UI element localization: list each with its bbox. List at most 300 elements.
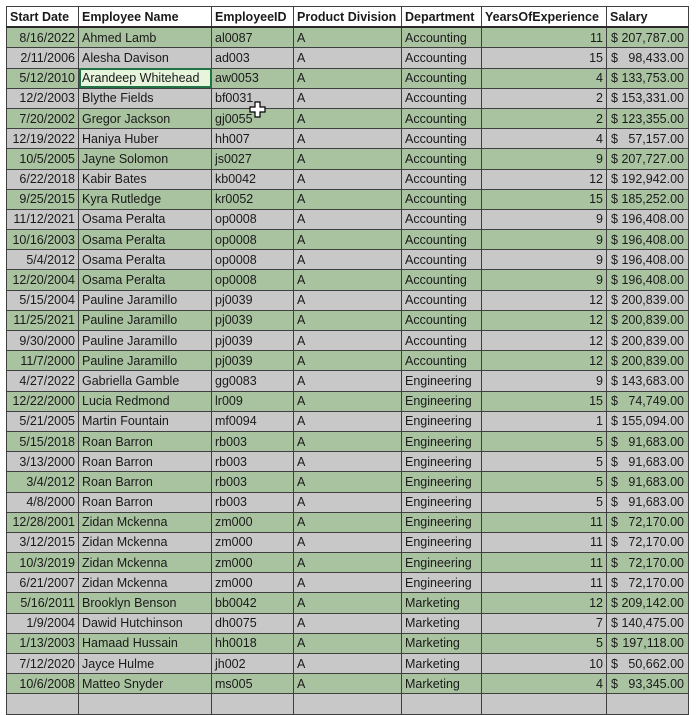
cell-employee-id[interactable]: rb003 bbox=[212, 431, 294, 451]
table-row bbox=[7, 250, 689, 270]
cell-years-of-experience[interactable]: 9 bbox=[482, 270, 607, 290]
cell-start-date[interactable]: 12/19/2022 bbox=[7, 129, 79, 149]
cell-employee-name[interactable]: Gregor Jackson bbox=[79, 108, 212, 128]
cell-department[interactable]: Accounting bbox=[402, 189, 482, 209]
cell-employee-id[interactable]: op0008 bbox=[212, 230, 294, 250]
cell-employee-id[interactable]: js0027 bbox=[212, 149, 294, 169]
cell-start-date[interactable]: 4/27/2022 bbox=[7, 371, 79, 391]
cell-years-of-experience[interactable]: 9 bbox=[482, 250, 607, 270]
cell-department[interactable]: Accounting bbox=[402, 250, 482, 270]
salary-value bbox=[611, 533, 684, 551]
cell-salary[interactable] bbox=[607, 209, 689, 229]
cell-employee-name[interactable]: Pauline Jaramillo bbox=[79, 351, 212, 371]
cell-employee-id[interactable]: gg0083 bbox=[212, 371, 294, 391]
cell-years-of-experience[interactable]: 9 bbox=[482, 209, 607, 229]
cell-employee-id[interactable]: kr0052 bbox=[212, 189, 294, 209]
cell-employee-id[interactable]: rb003 bbox=[212, 492, 294, 512]
cell-salary[interactable] bbox=[607, 189, 689, 209]
cell-start-date[interactable]: 2/11/2006 bbox=[7, 48, 79, 68]
cell-product-division[interactable]: A bbox=[294, 270, 402, 290]
currency-symbol: $ bbox=[611, 495, 618, 510]
cell-salary[interactable] bbox=[607, 633, 689, 653]
cell-department[interactable]: Accounting bbox=[402, 169, 482, 189]
cell-product-division[interactable]: A bbox=[294, 149, 402, 169]
cell-salary[interactable] bbox=[607, 230, 689, 250]
cell-years-of-experience[interactable]: 4 bbox=[482, 129, 607, 149]
cell-start-date[interactable]: 5/15/2018 bbox=[7, 431, 79, 451]
cell-salary[interactable] bbox=[607, 674, 689, 694]
cell-department[interactable]: Engineering bbox=[402, 532, 482, 552]
cell-employee-id[interactable]: bf0031 bbox=[212, 88, 294, 108]
cell-salary[interactable] bbox=[607, 290, 689, 310]
cell-department[interactable] bbox=[402, 694, 482, 714]
cell-start-date[interactable]: 6/21/2007 bbox=[7, 573, 79, 593]
salary-amount: 200,839.00 bbox=[621, 333, 684, 348]
cell-employee-name[interactable]: Osama Peralta bbox=[79, 209, 212, 229]
cell-salary[interactable] bbox=[607, 472, 689, 492]
cell-start-date[interactable]: 12/2/2003 bbox=[7, 88, 79, 108]
cell-start-date[interactable]: 5/4/2012 bbox=[7, 250, 79, 270]
cell-department[interactable]: Accounting bbox=[402, 68, 482, 88]
cell-years-of-experience[interactable]: 15 bbox=[482, 189, 607, 209]
cell-employee-id[interactable]: jh002 bbox=[212, 654, 294, 674]
cell-product-division[interactable]: A bbox=[294, 613, 402, 633]
cell-employee-id[interactable]: zm000 bbox=[212, 573, 294, 593]
cell-years-of-experience[interactable]: 4 bbox=[482, 68, 607, 88]
cell-product-division[interactable]: A bbox=[294, 88, 402, 108]
cell-employee-name[interactable]: Pauline Jaramillo bbox=[79, 290, 212, 310]
cell-start-date[interactable]: 12/22/2000 bbox=[7, 391, 79, 411]
cell-salary[interactable] bbox=[607, 351, 689, 371]
currency-symbol: $ bbox=[611, 474, 618, 489]
cell-salary[interactable] bbox=[607, 492, 689, 512]
cell-employee-id[interactable]: op0008 bbox=[212, 209, 294, 229]
salary-value bbox=[611, 89, 684, 107]
cell-years-of-experience[interactable]: 4 bbox=[482, 674, 607, 694]
cell-product-division[interactable]: A bbox=[294, 108, 402, 128]
cell-product-division[interactable]: A bbox=[294, 250, 402, 270]
cell-start-date[interactable]: 5/12/2010 bbox=[7, 68, 79, 88]
cell-employee-name[interactable]: Gabriella Gamble bbox=[79, 371, 212, 391]
cell-start-date[interactable]: 9/25/2015 bbox=[7, 189, 79, 209]
cell-employee-name[interactable]: Roan Barron bbox=[79, 431, 212, 451]
cell-product-division[interactable]: A bbox=[294, 290, 402, 310]
cell-employee-name[interactable]: Kyra Rutledge bbox=[79, 189, 212, 209]
table-row bbox=[7, 472, 689, 492]
table-row bbox=[7, 532, 689, 552]
cell-salary[interactable] bbox=[607, 593, 689, 613]
cell-years-of-experience[interactable]: 5 bbox=[482, 452, 607, 472]
cell-product-division[interactable]: A bbox=[294, 492, 402, 512]
salary-value bbox=[611, 291, 684, 309]
cell-years-of-experience[interactable]: 15 bbox=[482, 48, 607, 68]
cell-employee-name[interactable]: Brooklyn Benson bbox=[79, 593, 212, 613]
cell-product-division[interactable]: A bbox=[294, 674, 402, 694]
cell-product-division[interactable]: A bbox=[294, 27, 402, 48]
cell-cursor-icon bbox=[249, 101, 266, 118]
cell-years-of-experience[interactable]: 10 bbox=[482, 654, 607, 674]
cell-start-date[interactable]: 7/20/2002 bbox=[7, 108, 79, 128]
cell-years-of-experience[interactable]: 11 bbox=[482, 512, 607, 532]
salary-value bbox=[611, 332, 684, 350]
cell-salary[interactable] bbox=[607, 553, 689, 573]
spreadsheet-grid[interactable] bbox=[6, 6, 694, 691]
cell-department[interactable]: Accounting bbox=[402, 331, 482, 351]
cell-years-of-experience[interactable]: 9 bbox=[482, 149, 607, 169]
cell-years-of-experience[interactable]: 9 bbox=[482, 371, 607, 391]
cell-start-date[interactable]: 10/6/2008 bbox=[7, 674, 79, 694]
cell-department[interactable]: Engineering bbox=[402, 492, 482, 512]
cell-salary[interactable] bbox=[607, 169, 689, 189]
cell-years-of-experience[interactable]: 5 bbox=[482, 431, 607, 451]
salary-value bbox=[611, 614, 684, 632]
salary-value bbox=[611, 655, 684, 673]
cell-salary[interactable] bbox=[607, 654, 689, 674]
cell-start-date[interactable]: 10/3/2019 bbox=[7, 553, 79, 573]
cell-employee-id[interactable]: kb0042 bbox=[212, 169, 294, 189]
cell-employee-id[interactable]: hh0018 bbox=[212, 633, 294, 653]
cell-years-of-experience[interactable] bbox=[482, 694, 607, 714]
cell-years-of-experience[interactable]: 5 bbox=[482, 472, 607, 492]
cell-years-of-experience[interactable]: 2 bbox=[482, 108, 607, 128]
cell-employee-name[interactable]: Pauline Jaramillo bbox=[79, 331, 212, 351]
cell-product-division[interactable]: A bbox=[294, 391, 402, 411]
cell-years-of-experience[interactable]: 1 bbox=[482, 411, 607, 431]
cell-employee-name[interactable]: Roan Barron bbox=[79, 472, 212, 492]
salary-amount: 196,408.00 bbox=[621, 232, 684, 247]
cell-salary[interactable] bbox=[607, 88, 689, 108]
cell-employee-id[interactable]: pj0039 bbox=[212, 310, 294, 330]
cell-department[interactable]: Engineering bbox=[402, 431, 482, 451]
cell-employee-name[interactable]: Blythe Fields bbox=[79, 88, 212, 108]
salary-value bbox=[611, 210, 684, 228]
cell-years-of-experience[interactable]: 12 bbox=[482, 169, 607, 189]
currency-symbol: $ bbox=[611, 252, 618, 267]
cell-department[interactable]: Accounting bbox=[402, 108, 482, 128]
cell-department[interactable]: Accounting bbox=[402, 230, 482, 250]
cell-start-date[interactable]: 4/8/2000 bbox=[7, 492, 79, 512]
cell-start-date[interactable]: 12/28/2001 bbox=[7, 512, 79, 532]
cell-salary[interactable] bbox=[607, 331, 689, 351]
cell-employee-id[interactable]: pj0039 bbox=[212, 290, 294, 310]
salary-amount: 91,683.00 bbox=[628, 454, 684, 469]
cell-salary[interactable] bbox=[607, 48, 689, 68]
cell-employee-id[interactable]: rb003 bbox=[212, 452, 294, 472]
cell-department[interactable]: Accounting bbox=[402, 149, 482, 169]
cell-product-division[interactable]: A bbox=[294, 593, 402, 613]
cell-start-date[interactable]: 3/4/2012 bbox=[7, 472, 79, 492]
cell-start-date[interactable] bbox=[7, 694, 79, 714]
cell-employee-name[interactable]: Zidan Mckenna bbox=[79, 512, 212, 532]
header-department[interactable]: Department bbox=[402, 7, 482, 28]
cell-employee-id[interactable]: rb003 bbox=[212, 472, 294, 492]
currency-symbol: $ bbox=[611, 232, 618, 247]
cell-salary[interactable] bbox=[607, 129, 689, 149]
cell-salary[interactable] bbox=[607, 270, 689, 290]
currency-symbol: $ bbox=[611, 50, 618, 65]
currency-symbol: $ bbox=[611, 373, 618, 388]
cell-start-date[interactable]: 5/15/2004 bbox=[7, 290, 79, 310]
header-product-division[interactable]: Product Division bbox=[294, 7, 402, 28]
cell-employee-id[interactable]: op0008 bbox=[212, 270, 294, 290]
cell-employee-name[interactable]: Ahmed Lamb bbox=[79, 27, 212, 48]
cell-employee-name[interactable]: Hamaad Hussain bbox=[79, 633, 212, 653]
cell-salary[interactable] bbox=[607, 694, 689, 714]
table-row bbox=[7, 512, 689, 532]
cell-product-division[interactable]: A bbox=[294, 230, 402, 250]
cell-product-division[interactable]: A bbox=[294, 654, 402, 674]
currency-symbol: $ bbox=[611, 656, 618, 671]
cell-start-date[interactable]: 1/9/2004 bbox=[7, 613, 79, 633]
cell-employee-id[interactable]: ad003 bbox=[212, 48, 294, 68]
cell-salary[interactable] bbox=[607, 310, 689, 330]
cell-employee-name[interactable]: Dawid Hutchinson bbox=[79, 613, 212, 633]
cell-employee-id[interactable]: hh007 bbox=[212, 129, 294, 149]
cell-salary[interactable] bbox=[607, 532, 689, 552]
cell-salary[interactable] bbox=[607, 149, 689, 169]
cell-employee-name[interactable] bbox=[79, 694, 212, 714]
salary-amount: 153,331.00 bbox=[621, 91, 684, 106]
cell-employee-id[interactable]: pj0039 bbox=[212, 351, 294, 371]
cell-department[interactable]: Engineering bbox=[402, 512, 482, 532]
table-row bbox=[7, 169, 689, 189]
cell-years-of-experience[interactable]: 2 bbox=[482, 88, 607, 108]
salary-amount: 133,753.00 bbox=[621, 71, 684, 86]
salary-amount: 185,252.00 bbox=[621, 192, 684, 207]
cell-employee-name[interactable]: Alesha Davison bbox=[79, 48, 212, 68]
cell-salary[interactable] bbox=[607, 250, 689, 270]
cell-employee-name[interactable]: Zidan Mckenna bbox=[79, 553, 212, 573]
cell-department[interactable]: Accounting bbox=[402, 351, 482, 371]
cell-department[interactable]: Accounting bbox=[402, 209, 482, 229]
cell-employee-name[interactable]: Osama Peralta bbox=[79, 250, 212, 270]
cell-salary[interactable] bbox=[607, 371, 689, 391]
cell-product-division[interactable]: A bbox=[294, 573, 402, 593]
cell-product-division[interactable]: A bbox=[294, 48, 402, 68]
cell-salary[interactable] bbox=[607, 27, 689, 48]
currency-symbol: $ bbox=[611, 636, 618, 651]
cell-employee-name[interactable]: Pauline Jaramillo bbox=[79, 310, 212, 330]
table-row bbox=[7, 270, 689, 290]
salary-amount: 57,157.00 bbox=[628, 131, 684, 146]
table-row bbox=[7, 553, 689, 573]
salary-amount: 123,355.00 bbox=[621, 111, 684, 126]
cell-department[interactable]: Engineering bbox=[402, 553, 482, 573]
cell-department[interactable]: Accounting bbox=[402, 310, 482, 330]
cell-employee-id[interactable]: bb0042 bbox=[212, 593, 294, 613]
currency-symbol: $ bbox=[611, 353, 618, 368]
cell-years-of-experience[interactable]: 9 bbox=[482, 230, 607, 250]
cell-years-of-experience[interactable]: 11 bbox=[482, 573, 607, 593]
cell-product-division[interactable] bbox=[294, 694, 402, 714]
cell-salary[interactable] bbox=[607, 512, 689, 532]
cell-start-date[interactable]: 10/16/2003 bbox=[7, 230, 79, 250]
cell-years-of-experience[interactable]: 15 bbox=[482, 391, 607, 411]
header-employee-name[interactable]: Employee Name bbox=[79, 7, 212, 28]
cell-start-date[interactable]: 5/16/2011 bbox=[7, 593, 79, 613]
cell-start-date[interactable]: 11/25/2021 bbox=[7, 310, 79, 330]
currency-symbol: $ bbox=[611, 535, 618, 550]
table-row bbox=[7, 633, 689, 653]
salary-value bbox=[611, 634, 684, 652]
cell-department[interactable]: Engineering bbox=[402, 573, 482, 593]
cell-years-of-experience[interactable]: 5 bbox=[482, 633, 607, 653]
cell-product-division[interactable]: A bbox=[294, 452, 402, 472]
salary-amount: 91,683.00 bbox=[628, 474, 684, 489]
selected-cell[interactable]: Arandeep Whitehead bbox=[79, 68, 212, 88]
header-start-date[interactable]: Start Date bbox=[7, 7, 79, 28]
cell-employee-id[interactable]: ms005 bbox=[212, 674, 294, 694]
cell-product-division[interactable]: A bbox=[294, 532, 402, 552]
cell-product-division[interactable]: A bbox=[294, 189, 402, 209]
cell-employee-name[interactable]: Jayce Hulme bbox=[79, 654, 212, 674]
cell-employee-id[interactable]: mf0094 bbox=[212, 411, 294, 431]
cell-start-date[interactable]: 3/12/2015 bbox=[7, 532, 79, 552]
cell-start-date[interactable]: 8/16/2022 bbox=[7, 27, 79, 48]
cell-start-date[interactable]: 7/12/2020 bbox=[7, 654, 79, 674]
cell-product-division[interactable]: A bbox=[294, 431, 402, 451]
cell-salary[interactable] bbox=[607, 573, 689, 593]
cell-product-division[interactable]: A bbox=[294, 129, 402, 149]
salary-value bbox=[611, 231, 684, 249]
cell-employee-name[interactable]: Kabir Bates bbox=[79, 169, 212, 189]
cell-employee-name[interactable]: Jayne Solomon bbox=[79, 149, 212, 169]
cell-employee-name[interactable]: Roan Barron bbox=[79, 452, 212, 472]
cell-product-division[interactable]: A bbox=[294, 472, 402, 492]
cell-employee-id[interactable]: aw0053 bbox=[212, 68, 294, 88]
cell-start-date[interactable]: 12/20/2004 bbox=[7, 270, 79, 290]
cell-start-date[interactable]: 11/7/2000 bbox=[7, 351, 79, 371]
cell-department[interactable]: Accounting bbox=[402, 290, 482, 310]
table-row bbox=[7, 108, 689, 128]
cell-employee-id[interactable]: pj0039 bbox=[212, 331, 294, 351]
cell-start-date[interactable]: 9/30/2000 bbox=[7, 331, 79, 351]
cell-product-division[interactable]: A bbox=[294, 209, 402, 229]
cell-product-division[interactable]: A bbox=[294, 371, 402, 391]
salary-value bbox=[611, 392, 684, 410]
cell-employee-name[interactable]: Martin Fountain bbox=[79, 411, 212, 431]
cell-employee-id[interactable] bbox=[212, 694, 294, 714]
cell-years-of-experience[interactable]: 7 bbox=[482, 613, 607, 633]
cell-employee-id[interactable]: al0087 bbox=[212, 27, 294, 48]
header-years-of-experience[interactable]: YearsOfExperience bbox=[482, 7, 607, 28]
cell-employee-id[interactable]: gj0055 bbox=[212, 108, 294, 128]
cell-department[interactable]: Marketing bbox=[402, 674, 482, 694]
cell-years-of-experience[interactable]: 5 bbox=[482, 492, 607, 512]
cell-years-of-experience[interactable]: 12 bbox=[482, 593, 607, 613]
cell-start-date[interactable]: 1/13/2003 bbox=[7, 633, 79, 653]
cell-department[interactable]: Engineering bbox=[402, 452, 482, 472]
cell-employee-id[interactable]: zm000 bbox=[212, 532, 294, 552]
cell-salary[interactable] bbox=[607, 391, 689, 411]
cell-department[interactable]: Engineering bbox=[402, 391, 482, 411]
salary-amount: 140,475.00 bbox=[621, 616, 684, 631]
cell-employee-id[interactable]: lr009 bbox=[212, 391, 294, 411]
currency-symbol: $ bbox=[611, 91, 618, 106]
cell-start-date[interactable]: 11/12/2021 bbox=[7, 209, 79, 229]
table-row bbox=[7, 694, 689, 714]
salary-amount: 93,345.00 bbox=[628, 676, 684, 691]
cell-product-division[interactable]: A bbox=[294, 310, 402, 330]
header-employee-id[interactable]: EmployeeID bbox=[212, 7, 294, 28]
cell-department[interactable]: Marketing bbox=[402, 633, 482, 653]
cell-department[interactable]: Engineering bbox=[402, 411, 482, 431]
cell-salary[interactable] bbox=[607, 613, 689, 633]
salary-value bbox=[611, 433, 684, 451]
cell-department[interactable]: Engineering bbox=[402, 472, 482, 492]
cell-years-of-experience[interactable]: 12 bbox=[482, 310, 607, 330]
table-row bbox=[7, 189, 689, 209]
salary-amount: 91,683.00 bbox=[628, 434, 684, 449]
cell-years-of-experience[interactable]: 11 bbox=[482, 27, 607, 48]
cell-product-division[interactable]: A bbox=[294, 411, 402, 431]
cell-product-division[interactable]: A bbox=[294, 169, 402, 189]
cell-start-date[interactable]: 5/21/2005 bbox=[7, 411, 79, 431]
cell-employee-name[interactable]: Roan Barron bbox=[79, 492, 212, 512]
cell-years-of-experience[interactable]: 12 bbox=[482, 351, 607, 371]
cell-salary[interactable] bbox=[607, 68, 689, 88]
cell-employee-name[interactable]: Osama Peralta bbox=[79, 270, 212, 290]
cell-employee-id[interactable]: dh0075 bbox=[212, 613, 294, 633]
salary-amount: 196,408.00 bbox=[621, 252, 684, 267]
cell-department[interactable]: Accounting bbox=[402, 48, 482, 68]
cell-employee-id[interactable]: zm000 bbox=[212, 553, 294, 573]
cell-product-division[interactable]: A bbox=[294, 351, 402, 371]
cell-start-date[interactable]: 10/5/2005 bbox=[7, 149, 79, 169]
cell-department[interactable]: Accounting bbox=[402, 270, 482, 290]
cell-salary[interactable] bbox=[607, 108, 689, 128]
cell-salary[interactable] bbox=[607, 452, 689, 472]
cell-product-division[interactable]: A bbox=[294, 512, 402, 532]
table-row bbox=[7, 431, 689, 451]
cell-employee-name[interactable]: Haniya Huber bbox=[79, 129, 212, 149]
cell-years-of-experience[interactable]: 12 bbox=[482, 290, 607, 310]
currency-symbol: $ bbox=[611, 555, 618, 570]
cell-employee-id[interactable]: op0008 bbox=[212, 250, 294, 270]
cell-start-date[interactable]: 3/13/2000 bbox=[7, 452, 79, 472]
cell-salary[interactable] bbox=[607, 431, 689, 451]
cell-salary[interactable] bbox=[607, 411, 689, 431]
cell-product-division[interactable]: A bbox=[294, 331, 402, 351]
currency-symbol: $ bbox=[611, 434, 618, 449]
cell-department[interactable]: Marketing bbox=[402, 593, 482, 613]
cell-employee-id[interactable]: zm000 bbox=[212, 512, 294, 532]
cell-employee-name[interactable]: Matteo Snyder bbox=[79, 674, 212, 694]
cell-years-of-experience[interactable]: 11 bbox=[482, 532, 607, 552]
header-salary[interactable]: Salary bbox=[607, 7, 689, 28]
cell-department[interactable]: Engineering bbox=[402, 371, 482, 391]
cell-department[interactable]: Accounting bbox=[402, 88, 482, 108]
cell-employee-name[interactable]: Zidan Mckenna bbox=[79, 532, 212, 552]
cell-department[interactable]: Accounting bbox=[402, 129, 482, 149]
cell-years-of-experience[interactable]: 11 bbox=[482, 553, 607, 573]
salary-amount: 192,942.00 bbox=[621, 172, 684, 187]
cell-department[interactable]: Marketing bbox=[402, 613, 482, 633]
cell-employee-name[interactable]: Zidan Mckenna bbox=[79, 573, 212, 593]
salary-amount: 72,170.00 bbox=[628, 515, 684, 530]
cell-product-division[interactable]: A bbox=[294, 553, 402, 573]
cell-employee-name[interactable]: Lucia Redmond bbox=[79, 391, 212, 411]
cell-employee-name[interactable]: Osama Peralta bbox=[79, 230, 212, 250]
cell-product-division[interactable]: A bbox=[294, 68, 402, 88]
cell-product-division[interactable]: A bbox=[294, 633, 402, 653]
cell-years-of-experience[interactable]: 12 bbox=[482, 331, 607, 351]
salary-value bbox=[611, 352, 684, 370]
cell-department[interactable]: Marketing bbox=[402, 654, 482, 674]
cell-department[interactable]: Accounting bbox=[402, 27, 482, 48]
cell-start-date[interactable]: 6/22/2018 bbox=[7, 169, 79, 189]
table-row bbox=[7, 88, 689, 108]
